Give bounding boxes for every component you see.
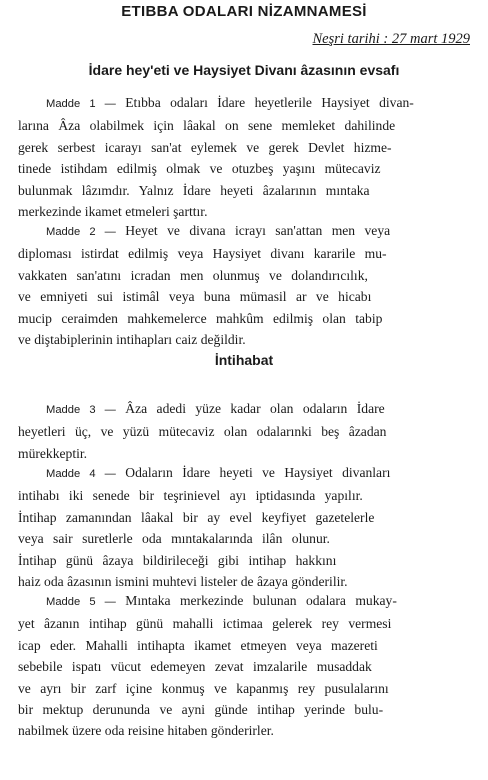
- article-label: Madde 4 —: [46, 468, 116, 480]
- article-text: Odaların İdare heyeti ve Haysiyet divanları: [125, 465, 391, 480]
- article-line: mucip ceraimden mahkemelerce mahkûm edilmiş olan tabip: [18, 310, 383, 326]
- article-label: Madde 3 —: [46, 404, 116, 416]
- article-line: sebebile ispatı vücut edemeyen zevat imzalarile musaddak: [18, 659, 372, 675]
- article-line: tinede istihdam edilmiş olmak ve otuzbeş yaşını mütecaviz: [18, 161, 381, 177]
- article-line: intihabı iki senede bir teşrinievel ayı iptidasında yapılır.: [18, 488, 363, 504]
- article-line: [18, 590, 470, 613]
- article-label: Madde 2 —: [46, 226, 116, 238]
- article-line: merkezinde ikamet etmeleri şarttır.: [18, 204, 208, 220]
- article-line: yet âzanın intihap günü mahalli ictimaa gelerek rey vermesi: [18, 616, 392, 632]
- section-heading-qualifications: İdare hey'eti ve Haysiyet Divanı âzasının evsafı: [88, 62, 400, 78]
- article-line: veya sair suretlerle oda mıntakalarında ilân olunur.: [18, 531, 330, 547]
- article-text: Heyet ve divana icrayı san'attan men veya: [125, 223, 391, 238]
- article-1: [18, 92, 470, 222]
- article-line: [18, 462, 470, 485]
- article-line: gerek serbest icarayı san'at eylemek ve gerek Devlet hizme-: [18, 139, 392, 155]
- article-line: heyetleri üç, ve yüzü mütecaviz olan odalarınki beş âzadan: [18, 424, 387, 440]
- article-5: [18, 590, 470, 742]
- article-4: [18, 462, 470, 592]
- article-line: [18, 92, 470, 115]
- article-2: [18, 220, 470, 350]
- article-line: bulunmak lâzımdır. Yalnız İdare heyeti âzalarının mıntaka: [18, 182, 370, 198]
- article-line: larına Âza olabilmek için lâakal on sene memleket dahilinde: [18, 118, 396, 134]
- article-text: Etıbba odaları İdare heyetlerile Haysiyet divan-: [125, 95, 414, 110]
- article-line: mürekkeptir.: [18, 445, 88, 461]
- article-line: nabilmek üzere oda reisine hitaben gönderirler.: [18, 723, 274, 739]
- article-line: İntihap günü âzaya bildirileceği gibi intihap hakkını: [18, 552, 337, 568]
- article-line: İntihap zamanından lâakal bir ay evel keyfiyet gazetelerle: [18, 509, 375, 525]
- article-line: vakkaten san'atını icradan men olunmuş ve dolandırıcılık,: [18, 267, 368, 283]
- article-line: ve diştabiplerinin intihapları caiz değildir.: [18, 332, 246, 348]
- article-text: Mıntaka merkezinde bulunan odalara mukay-: [125, 593, 397, 608]
- article-line: [18, 398, 470, 421]
- article-text: Âza adedi yüze kadar olan odaların İdare: [125, 401, 385, 416]
- section-heading-elections: İntihabat: [214, 352, 274, 368]
- article-line: icap eder. Mahalli intihapta ikamet etmeyen veya mazereti: [18, 637, 378, 653]
- article-line: [18, 220, 470, 243]
- article-line: bir mektup derununda ve ayni günde intihap yerinde bulu-: [18, 702, 384, 718]
- document-title: ETIBBA ODALARI NİZAMNAMESİ: [121, 3, 367, 20]
- publication-date: Neşri tarihi : 27 mart 1929: [312, 31, 470, 47]
- article-3: [18, 398, 470, 464]
- article-line: haiz oda âzasının ismini muhtevi listeler de âzaya gönderilir.: [18, 574, 348, 590]
- article-line: ve ayrı bir zarf içine konmuş ve kapanmış rey pusulalarını: [18, 680, 389, 696]
- article-label: Madde 1 —: [46, 98, 116, 110]
- article-line: diploması istirdat edilmiş veya Haysiyet divanı kararile mu-: [18, 246, 387, 262]
- article-line: ve emniyeti sui istimâl veya buna mümasil ar ve hicabı: [18, 289, 372, 305]
- article-label: Madde 5 —: [46, 596, 116, 608]
